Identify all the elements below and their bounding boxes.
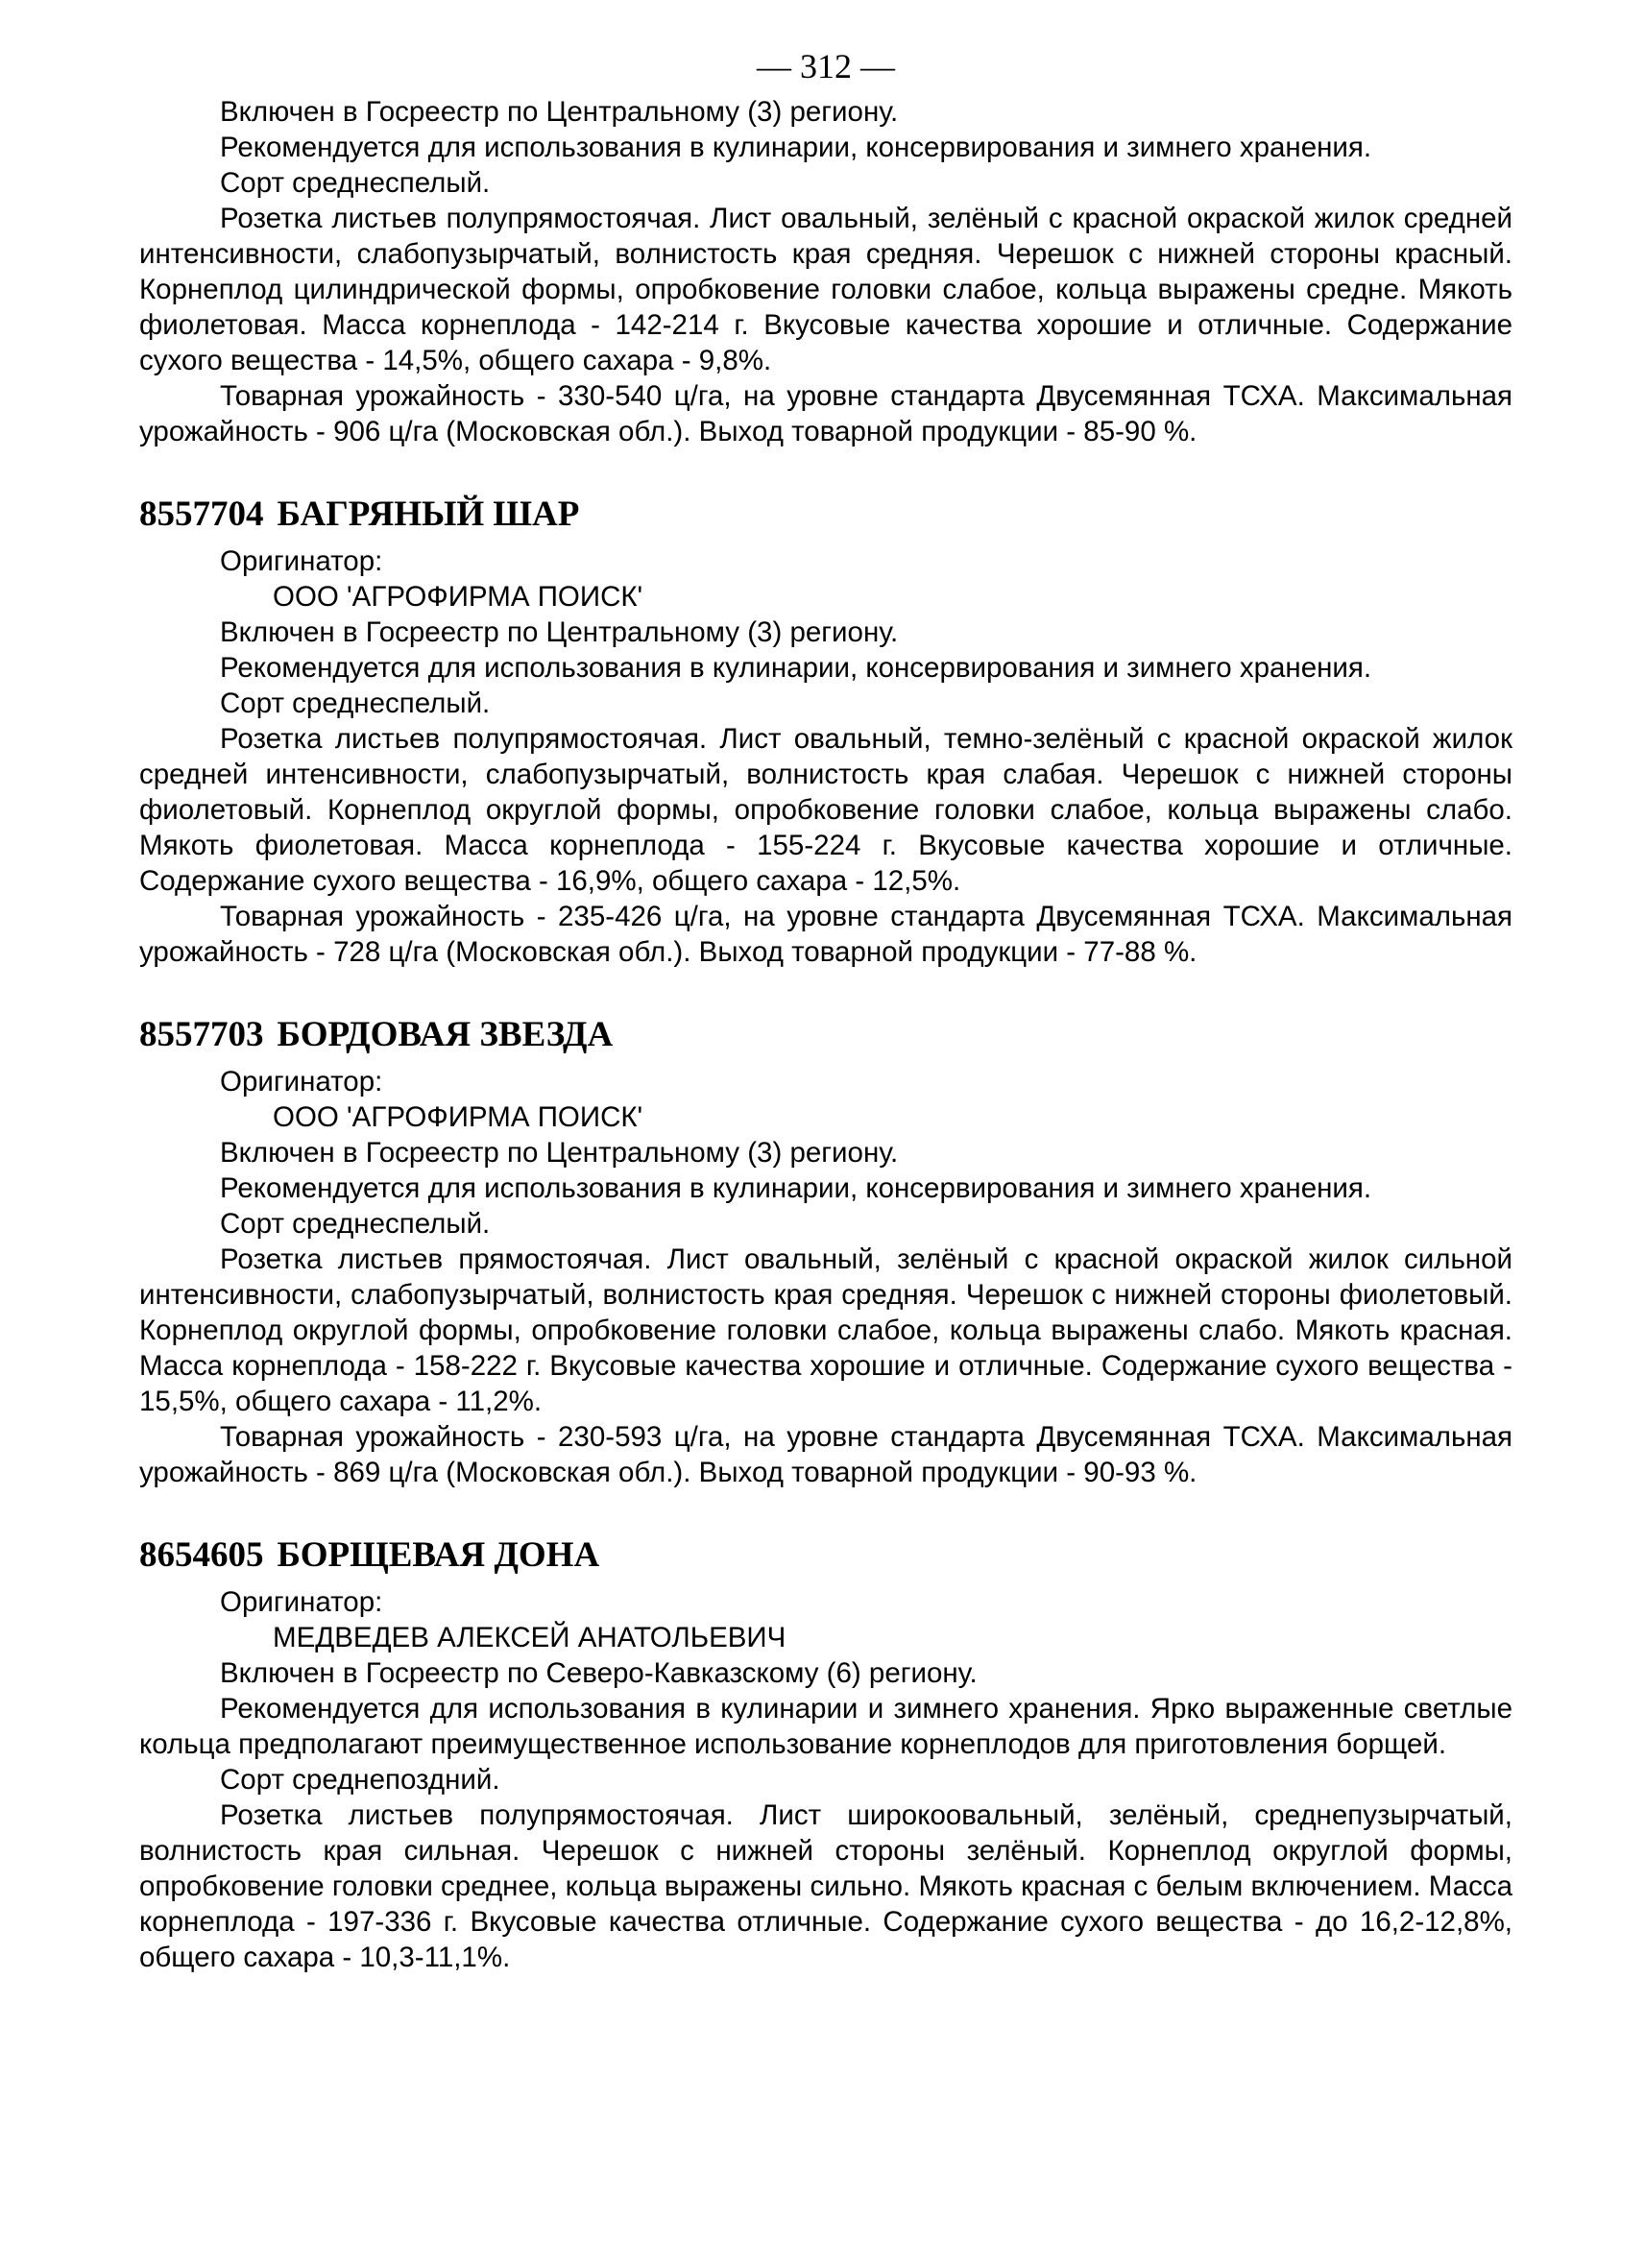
variety-region: Включен в Госреестр по Центральному (3) региону. (220, 1137, 899, 1169)
variety-region: Включен в Госреестр по Северо-Кавказскому (6) региону. (220, 1657, 978, 1689)
variety-description: Розетка листьев прямостоячая. Лист овальный, зелёный с красной окраской жилок сильной интенсивности, слабопузырчатый, волнистость края средняя. Черешок с нижней стороны фиолетовый. Корнеплод округлой формы, опробковение головки слабое, кольца выражены слабо. Мякоть красная. Масса корнеплода - 158-222 г. Вкусовые качества хорошие и отличные. Содержание сухого вещества - 15,5%, общего сахара - 11,2%. (139, 1243, 1512, 1417)
originator-label: Оригинатор: (220, 545, 383, 577)
originator-label: Оригинатор: (220, 1066, 383, 1098)
variety-maturity: Сорт среднеспелый. (220, 688, 491, 719)
intro-maturity: Сорт среднеспелый. (220, 167, 491, 199)
variety-usage: Рекомендуется для использования в кулинарии, консервирования и зимнего хранения. (220, 652, 1372, 684)
document-page (139, 46, 1512, 1975)
variety-code: 8654605 (139, 1535, 264, 1575)
variety-usage: Рекомендуется для использования в кулинарии, консервирования и зимнего хранения. (220, 1172, 1372, 1204)
variety-yield: Товарная урожайность - 230-593 ц/га, на уровне стандарта Двусемянная ТСХА. Максимальная урожайность - 869 ц/га (Московская обл.). Выход товарной продукции - 90-93 %. (139, 1421, 1512, 1488)
originator-name: МЕДВЕДЕВ АЛЕКСЕЙ АНАТОЛЬЕВИЧ (273, 1622, 786, 1653)
variety-heading (139, 1534, 1512, 1577)
originator-label: Оригинатор: (220, 1586, 383, 1618)
variety-entry (139, 1014, 1512, 1490)
variety-description: Розетка листьев полупрямостоячая. Лист широкоовальный, зелёный, среднепузырчатый, волнистость края сильная. Черешок с нижней стороны зелёный. Корнеплод округлой формы, опробковение головки среднее, кольца выражены сильно. Мякоть красная с белым включением. Масса корнеплода - 197-336 г. Вкусовые качества отличные. Содержание сухого вещества - до 16,2-12,8%, общего сахара - 10,3-11,1%. (139, 1799, 1512, 1973)
variety-maturity: Сорт среднеспелый. (220, 1208, 491, 1240)
originator-name: ООО 'АГРОФИРМА ПОИСК' (273, 1101, 643, 1133)
page-number: — 312 — (757, 47, 895, 85)
intro-continuation (139, 94, 1512, 449)
originator-name: ООО 'АГРОФИРМА ПОИСК' (273, 581, 643, 613)
variety-name: БОРЩЕВАЯ ДОНА (277, 1535, 600, 1575)
variety-code: 8557704 (139, 495, 264, 534)
intro-description: Розетка листьев полупрямостоячая. Лист овальный, зелёный с красной окраской жилок средней интенсивности, слабопузырчатый, волнистость края средняя. Черешок с нижней стороны красный. Корнеплод цилиндрической формы, опробковение головки слабое, кольца выражены средне. Мякоть фиолетовая. Масса корнеплода - 142-214 г. Вкусовые качества хорошие и отличные. Содержание сухого вещества - 14,5%, общего сахара - 9,8%. (139, 203, 1512, 376)
variety-region: Включен в Госреестр по Центральному (3) региону. (220, 616, 899, 648)
variety-usage: Рекомендуется для использования в кулинарии и зимнего хранения. Ярко выраженные светлые кольца предполагают преимущественное использование корнеплодов для приготовления борщей. (139, 1693, 1512, 1760)
variety-code: 8557703 (139, 1015, 264, 1054)
variety-entry (139, 494, 1512, 970)
intro-region: Включен в Госреестр по Центральному (3) региону. (220, 96, 899, 128)
intro-yield: Товарная урожайность - 330-540 ц/га, на уровне стандарта Двусемянная ТСХА. Максимальная урожайность - 906 ц/га (Московская обл.). Выход товарной продукции - 85-90 %. (139, 380, 1512, 447)
variety-yield: Товарная урожайность - 235-426 ц/га, на уровне стандарта Двусемянная ТСХА. Максимальная урожайность - 728 ц/га (Московская обл.). Выход товарной продукции - 77-88 %. (139, 901, 1512, 968)
intro-usage: Рекомендуется для использования в кулинарии, консервирования и зимнего хранения. (220, 132, 1372, 163)
variety-heading (139, 1014, 1512, 1056)
variety-description: Розетка листьев полупрямостоячая. Лист овальный, темно-зелёный с красной окраской жилок средней интенсивности, слабопузырчатый, волнистость края слабая. Черешок с нижней стороны фиолетовый. Корнеплод округлой формы, опробковение головки слабое, кольца выражены слабо. Мякоть фиолетовая. Масса корнеплода - 155-224 г. Вкусовые качества хорошие и отличные. Содержание сухого вещества - 16,9%, общего сахара - 12,5%. (139, 723, 1512, 897)
variety-heading (139, 494, 1512, 536)
variety-name: БАГРЯНЫЙ ШАР (277, 495, 580, 534)
variety-name: БОРДОВАЯ ЗВЕЗДА (277, 1015, 614, 1054)
variety-entry (139, 1534, 1512, 1975)
variety-maturity: Сорт среднепоздний. (220, 1764, 500, 1796)
